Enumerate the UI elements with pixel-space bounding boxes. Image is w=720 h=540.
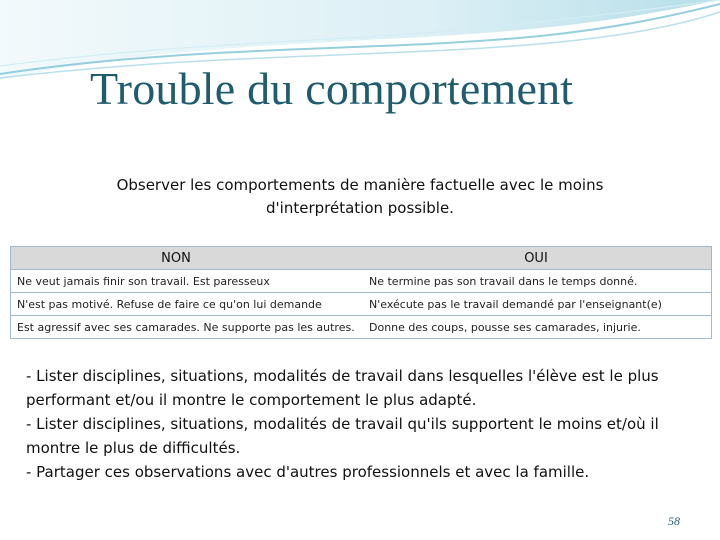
intro-line-1: Observer les comportements de manière factuelle avec le moins: [116, 176, 604, 194]
intro-line-2: d'interprétation possible.: [266, 199, 454, 217]
table-cell-oui: Ne termine pas son travail dans le temps donné.: [369, 274, 638, 288]
table-cell-oui: N'exécute pas le travail demandé par l'enseignant(e): [369, 297, 662, 311]
table-row: [11, 269, 711, 292]
slide-title: Trouble du comportement: [90, 63, 574, 114]
bullet-item: - Partager ces observations avec d'autres professionnels et avec la famille.: [26, 463, 590, 481]
bullet-list: [26, 364, 702, 484]
table-row: [11, 315, 711, 338]
page-number: 58: [668, 514, 680, 528]
bullet-item: - Lister disciplines, situations, modalités de travail dans lesquelles l'élève est le plus performant et/ou il montre le comportement le plus adapté.: [26, 367, 659, 409]
header-non: NON: [161, 250, 191, 266]
header-oui: OUI: [524, 250, 548, 266]
table-cell-oui: Donne des coups, pousse ses camarades, injurie.: [369, 320, 641, 334]
comparison-table: [10, 246, 712, 339]
intro-text: [60, 174, 660, 220]
table-row: [11, 292, 711, 315]
bullet-item: - Lister disciplines, situations, modalités de travail qu'ils supportent le moins et/où il montre le plus de difficultés.: [26, 415, 659, 457]
table-header-row: [11, 247, 711, 269]
table-cell-non: Est agressif avec ses camarades. Ne supporte pas les autres.: [17, 320, 355, 334]
table-cell-non: Ne veut jamais finir son travail. Est paresseux: [17, 274, 270, 288]
table-cell-non: N'est pas motivé. Refuse de faire ce qu'on lui demande: [17, 297, 322, 311]
